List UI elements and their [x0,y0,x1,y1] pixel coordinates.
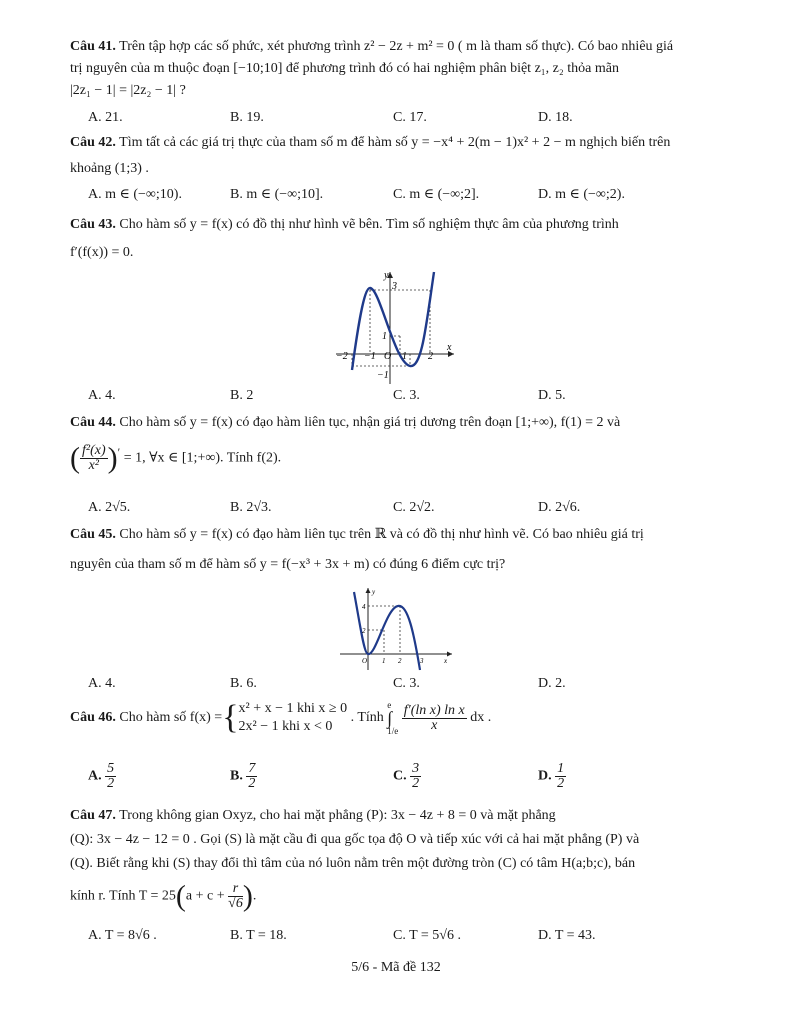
q46-text-tail: dx . [470,710,492,726]
q41-text1: Trên tập hợp các số phức, xét phương trình z² − 2z + m² = 0 ( m là tham số thực). Có bao nhiêu giá [119,39,674,54]
q45-tick-2x: 2 [398,657,402,665]
q45-options [88,676,708,696]
q46-option-c: C. $\frac{3}{2}$ [393,761,420,791]
q43-tick-m2: −2 [336,351,348,362]
q46-piece2: 2x² − 1 khi x < 0 [238,719,333,734]
q47-text3: (Q). Biết rằng khi (S) thay đổi thì tâm của nó luôn nằm trên một đường tròn (C) có tâm H(a;b;c), bán [70,856,636,871]
q43-options [88,388,708,408]
q44-option-a: A. 2√5. [88,500,131,515]
q46-option-b: B. $\frac{7}{2}$ [230,761,256,791]
q45-option-d: D. 2. [538,676,566,691]
q44-option-c: C. 2√2. [393,500,435,515]
q41-option-a: A. 21. [88,110,123,125]
question-45 [70,524,722,576]
q43-tick-1x: 1 [402,351,407,362]
q43-text2: f′(f(x)) = 0. [70,245,134,260]
page-footer: 5/6 - Mã đề 132 [351,960,441,975]
q42-number: Câu 42. [70,135,116,150]
q45-tick-4: 4 [362,603,366,611]
q45-number: Câu 45. [70,527,116,542]
question-46: Câu 46. Cho hàm số f(x) ={ x² + x − 1 khi x ≥ 0 2x² − 1 khi x < 0 . Tính e ∫ 1/e $\frac{\text{f′(ln x) ln x}}{x}$ dx . [70,699,492,736]
q41-option-c: C. 17. [393,110,427,125]
q43-tick-m1y: −1 [377,370,389,381]
q43-x-label: x [447,342,452,353]
q44-option-d: D. 2√6. [538,500,581,515]
q41-text2: trị nguyên của m thuộc đoạn [−10;10] để phương trình đó có hai nghiệm phân biệt z₁, z₂ thỏa mãn [70,61,619,76]
q47-text1: Trong không gian Oxyz, cho hai mặt phẳng (P): 3x − 4z + 8 = 0 và mặt phẳng [119,808,556,823]
q45-tick-3: 3 [420,657,424,665]
q43-text1: Cho hàm số y = f(x) có đồ thị như hình vẽ bên. Tìm số nghiệm thực âm của phương trình [119,217,619,232]
q43-tick-1: 1 [382,331,387,342]
q47-number: Câu 47. [70,808,116,823]
q45-y-label: y [372,588,376,596]
q41-line1 [70,36,722,58]
q45-option-a: A. 4. [88,676,116,691]
q41-options [88,110,708,130]
question-47 [70,804,722,911]
q46-piece1: x² + x − 1 khi x ≥ 0 [238,701,348,716]
q41-option-b: B. 19. [230,110,264,125]
q42-text1: Tìm tất cả các giá trị thực của tham số m để hàm số y = −x⁴ + 2(m − 1)x² + 2 − m nghịch biến trên [119,135,671,150]
q45-text2: nguyên của tham số m để hàm số y = f(−x³ + 3x + m) có đúng 6 điểm cực trị? [70,557,506,572]
q45-tick-2: 2 [362,627,366,635]
q46-integrand: $\frac{\text{f′(ln x) ln x}}{x}$ [403,702,465,733]
q44-fraction: $\frac{\text{f²(x)}}{\text{x²}}$ [82,442,106,473]
q43-option-c: C. 3. [393,388,420,403]
q42-options [88,186,708,206]
q44-text2: = 1, ∀x ∈ [1;+∞). Tính f(2). [123,450,282,466]
q45-graph [336,584,456,674]
q45-x-label: x [444,657,448,665]
question-42 [70,132,722,180]
q41-option-d: D. 18. [538,110,573,125]
q47-text2: (Q): 3x − 4z − 12 = 0 . Gọi (S) là mặt cầu đi qua gốc tọa độ O và tiếp xúc với cả hai mặt phẳng (P) và [70,832,640,847]
q44-text1: Cho hàm số y = f(x) có đạo hàm liên tục, nhận giá trị dương trên đoạn [1;+∞), f(1) = 2 và [119,415,621,430]
q45-option-c: C. 3. [393,676,420,691]
q46-option-d: D. $\frac{1}{2}$ [538,761,565,791]
question-44 [70,412,722,473]
q42-text2: khoảng (1;3) . [70,161,149,176]
q46-text-pre: Cho hàm số f(x) = [119,710,223,726]
q45-text1: Cho hàm số y = f(x) có đạo hàm liên tục trên ℝ và có đồ thị như hình vẽ. Có bao nhiêu giá trị [119,527,644,542]
q46-number: Câu 46. [70,710,116,726]
q43-origin: O [384,351,392,362]
q42-option-d: D. m ∈ (−∞;2). [538,187,625,202]
q44-number: Câu 44. [70,415,116,430]
q46-piecewise [239,700,348,736]
q43-tick-m1: −1 [364,351,376,362]
q46-text-mid: . Tính [350,710,384,726]
q47-option-c: C. T = 5√6 . [393,928,461,943]
q46-option-a: A. $\frac{5}{2}$ [88,761,115,791]
q47-option-d: D. T = 43. [538,928,596,943]
q47-option-b: B. T = 18. [230,928,287,943]
q47-options [88,928,708,948]
q47-text4: kính r. Tính T = 25 [70,888,176,904]
q42-option-c: C. m ∈ (−∞;2]. [393,187,480,202]
q43-option-a: A. 4. [88,388,116,403]
q43-tick-2: 2 [428,351,433,362]
q43-y-label: y [384,270,389,281]
q42-option-a: A. m ∈ (−∞;10). [88,187,182,202]
question-43 [70,214,722,264]
q45-tick-1: 1 [382,657,386,665]
q44-option-b: B. 2√3. [230,500,272,515]
q46-integral-limits: e ∫ 1/e [387,700,399,736]
q43-number: Câu 43. [70,217,116,232]
q45-origin: O [362,657,368,665]
q43-tick-3: 3 [392,281,397,292]
question-41 [70,36,722,102]
q46-options [88,762,708,798]
q41-number: Câu 41. [70,39,116,54]
q43-option-d: D. 5. [538,388,566,403]
q47-line4: kính r. Tính T = 25(a + c + $\frac{r}{√6}$ ). [70,879,257,913]
q44-options [88,500,708,520]
q41-text3: |2z₁ − 1| = |2z₂ − 1| ? [70,83,186,98]
q45-option-b: B. 6. [230,676,257,691]
q42-option-b: B. m ∈ (−∞;10]. [230,187,324,202]
q44-line2: ( $\frac{\text{f²(x)}}{\text{x²}}$ )′ = 1, ∀x ∈ [1;+∞). Tính f(2). [70,441,282,475]
q47-option-a: A. T = 8√6 . [88,928,157,943]
q43-graph [330,266,460,388]
q43-option-b: B. 2 [230,388,254,403]
